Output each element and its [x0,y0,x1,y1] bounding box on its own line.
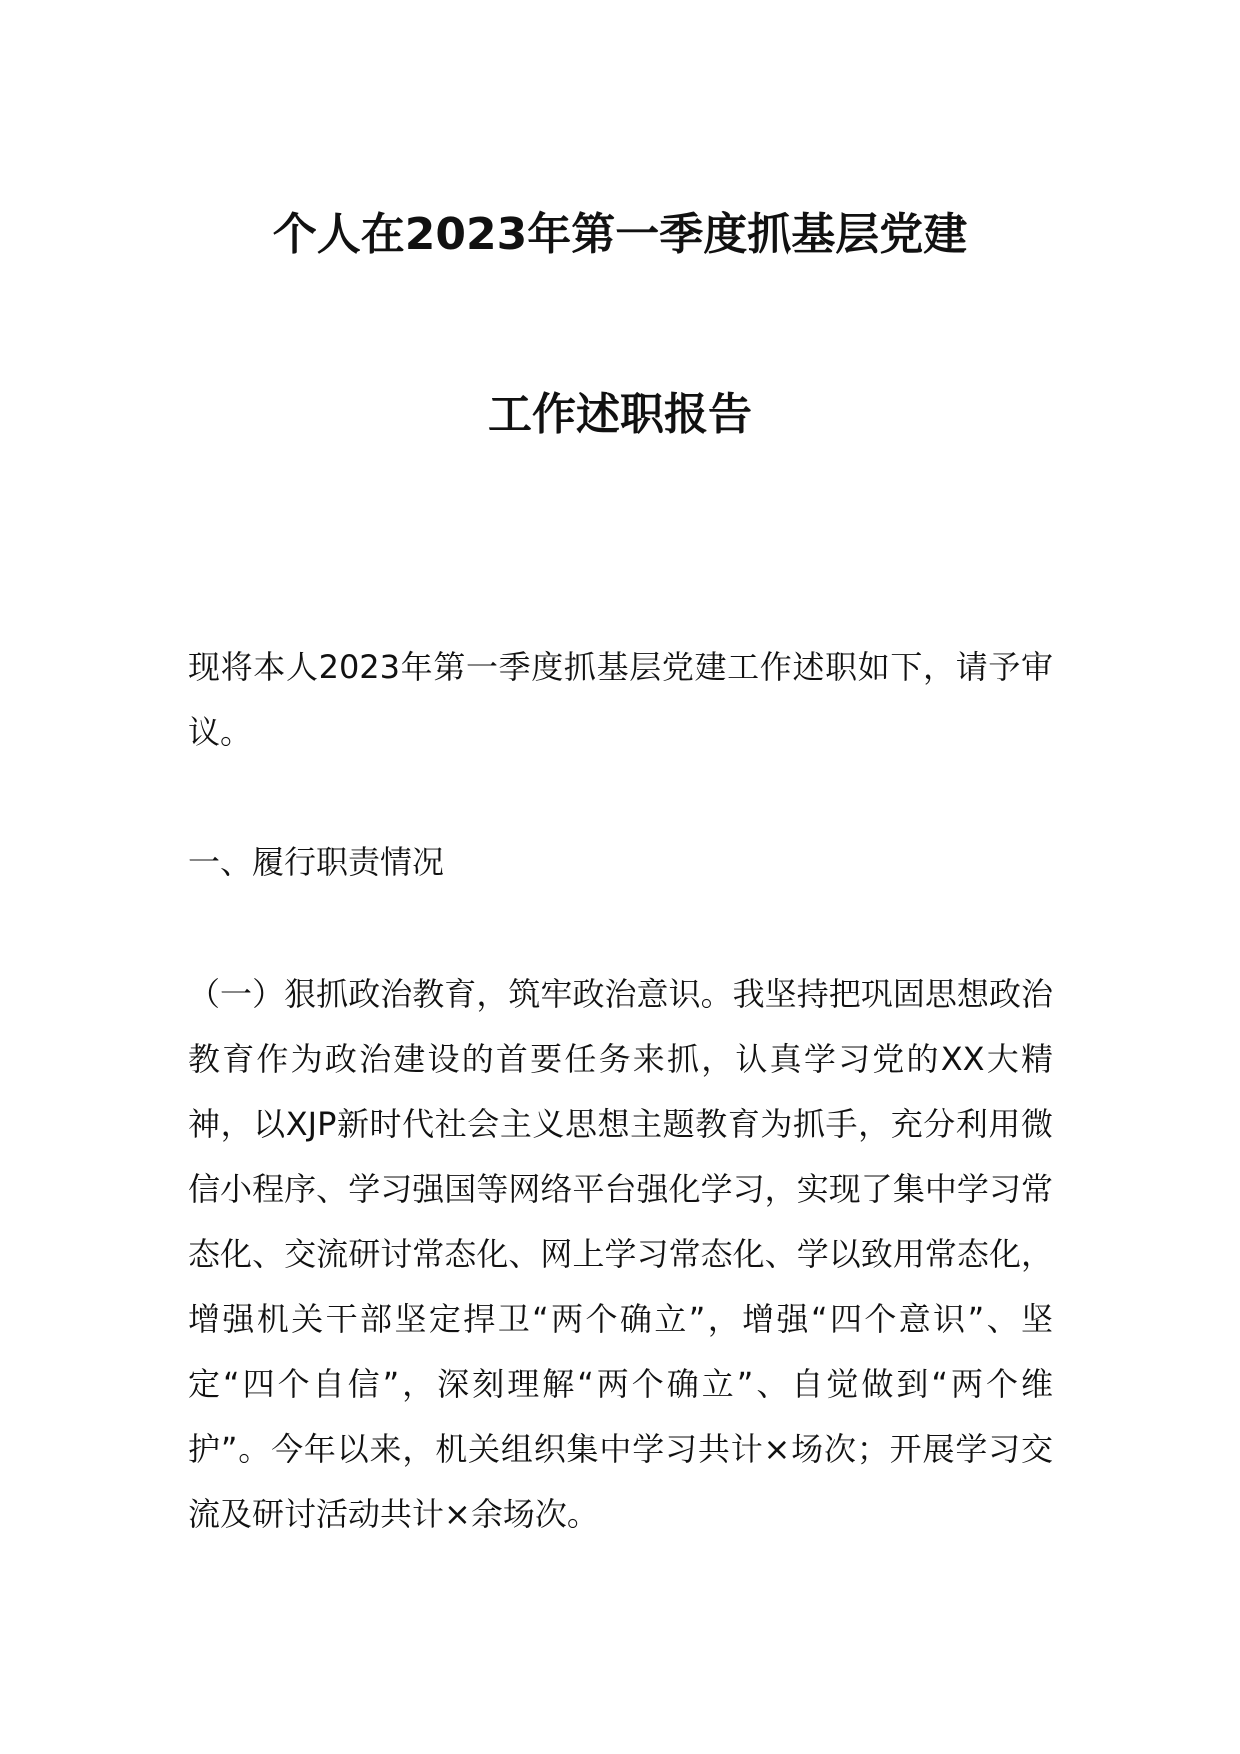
document-title-line-1: 个人在2023年第一季度抓基层党建 [272,209,968,260]
intro-paragraph: 现将本人2023年第一季度抓基层党建工作述职如下，请予审议。 [188,648,1053,751]
section-heading: 一、履行职责情况 [188,843,445,881]
body-paragraph: （一）狠抓政治教育，筑牢政治意识。我坚持把巩固思想政治教育作为政治建设的首要任务来抓，认真学习党的XX大精神，以XJP新时代社会主义思想主题教育为抓手，充分利用微信小程序、学习强国等网络平台强化学习，实现了集中学习常态化、交流研讨常态化、网上学习常态化、学以致用常态化，增强机关干部坚定捍卫“两个确立”，增强“四个意识”、坚定“四个自信”，深刻理解“两个确立”、自觉做到“两个维护”。今年以来，机关组织集中学习共计×场次；开展学习交流及研讨活动共计×余场次。 [188,975,1053,1533]
document-title-line-2: 工作述职报告 [488,389,752,440]
